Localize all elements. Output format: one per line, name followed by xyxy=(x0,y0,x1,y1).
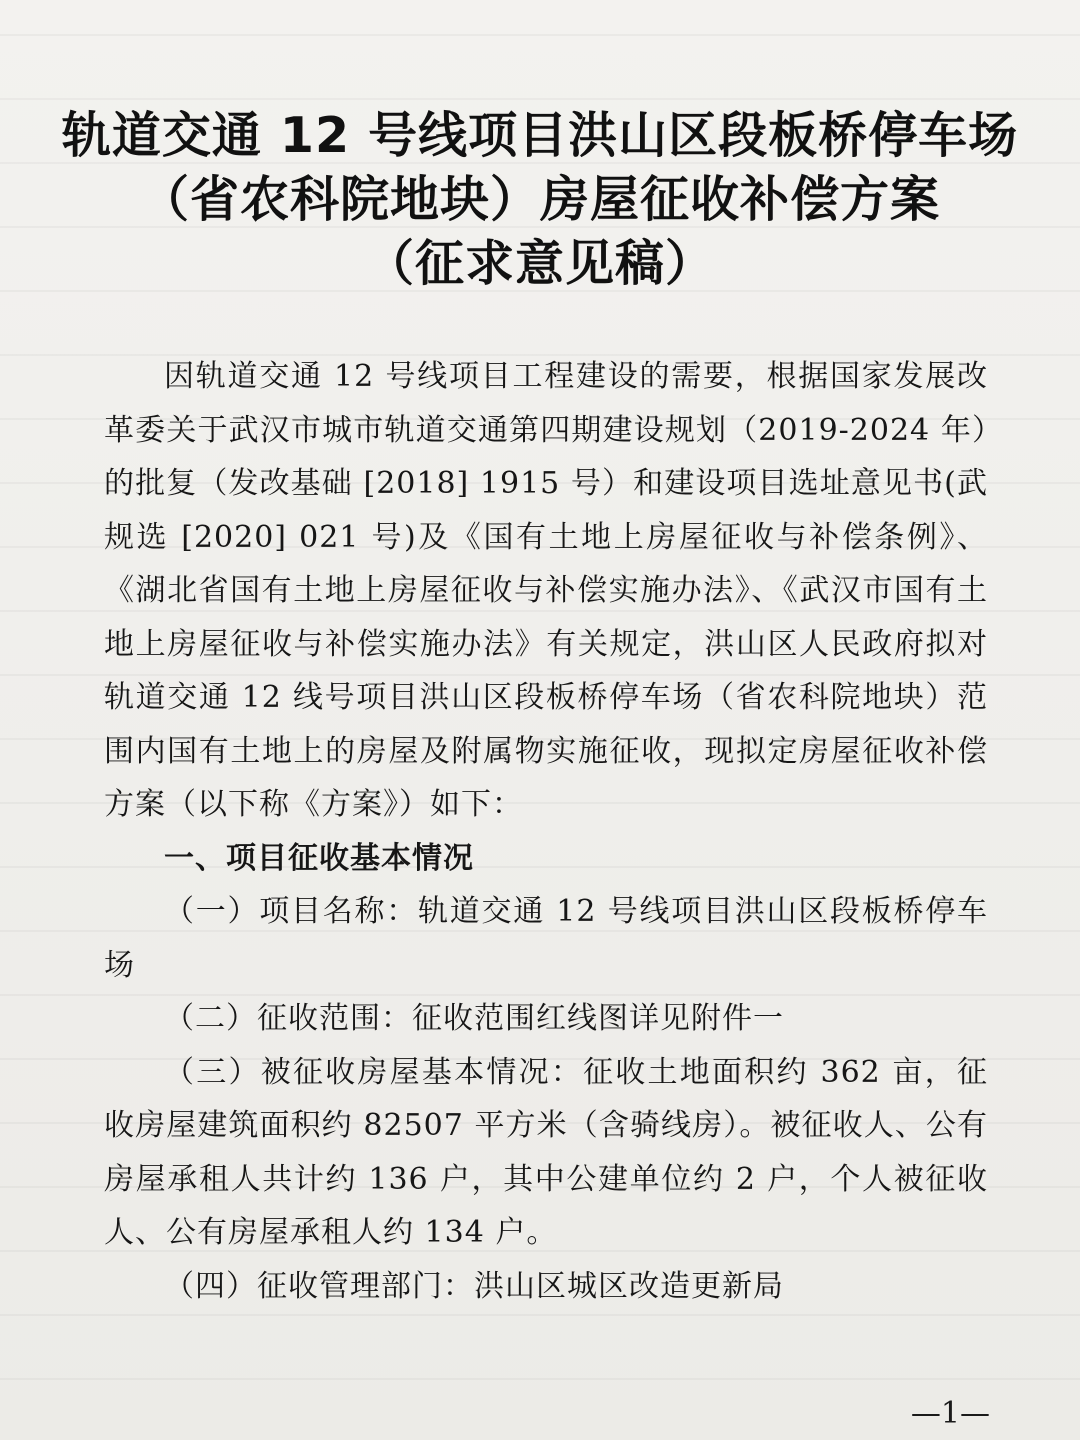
item-project-name: （一）项目名称：轨道交通 12 号线项目洪山区段板桥停车场 xyxy=(104,894,988,983)
title-line-3: （征求意见稿） xyxy=(364,235,715,292)
document-body xyxy=(104,350,988,1313)
item-scope: （二）征收范围：征收范围红线图详见附件一 xyxy=(164,1001,784,1036)
title-line-2: （省农科院地块）房屋征收补偿方案 xyxy=(139,171,940,228)
document-title xyxy=(60,104,1020,296)
item-housing-info: （三）被征收房屋基本情况：征收土地面积约 362 亩，征收房屋建筑面积约 82507 平方米（含骑线房）。被征收人、公有房屋承租人共计约 136 户，其中公建单位约 2 户，个人被征收人、公有房屋承租人约 134 户。 xyxy=(104,1054,988,1250)
title-line-1: 轨道交通 12 号线项目洪山区段板桥停车场 xyxy=(61,107,1019,164)
section-heading: 一、项目征收基本情况 xyxy=(164,840,474,876)
item-management-dept: （四）征收管理部门：洪山区城区改造更新局 xyxy=(164,1268,784,1304)
intro-paragraph: 因轨道交通 12 号线项目工程建设的需要，根据国家发展改革委关于武汉市城市轨道交通第四期建设规划（2019-2024 年）的批复（发改基础 [2018] 1915 号）和建设项目选址意见书(武规选 [2020] 021 号)及《国有土地上房屋征收与补偿条例》、《湖北省国有土地上房屋征收与补偿实施办法》、《武汉市国有土地上房屋征收与补偿实施办法》有关规定，洪山区人民政府拟对轨道交通 12 线号项目洪山区段板桥停车场（省农科院地块）范围内国有土地上的房屋及附属物实施征收，现拟定房屋征收补偿方案（以下称《方案》）如下： xyxy=(104,359,988,822)
page-number: —1— xyxy=(910,1396,990,1431)
